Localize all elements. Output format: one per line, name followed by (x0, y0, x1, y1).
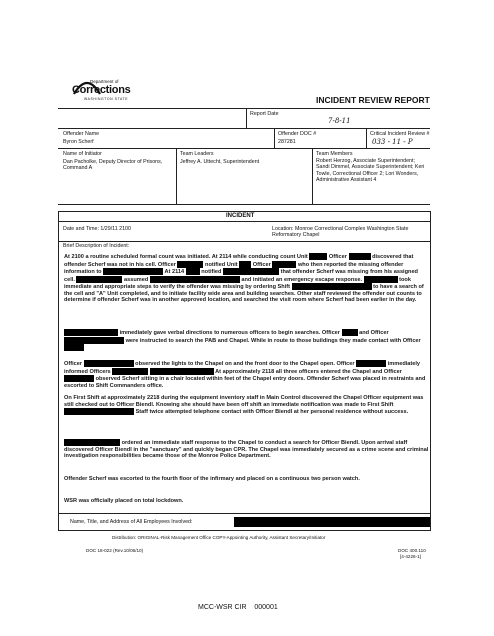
narrative-p6: Offender Scherf was escorted to the fourth floor of the infirmary and placed on a continuous two person watch. (64, 476, 360, 482)
employees-label: Name, Title, and Address of All Employees Involved: (70, 519, 193, 525)
report-date-value: 7-8-11 (328, 117, 351, 125)
distribution-line: Distribution: ORIGINAL-Risk Management Office COPY-Appointing Authority, Assistant Secretary/Initiator (112, 535, 326, 540)
employees-redaction (234, 517, 430, 527)
team-members-label: Team Members (316, 151, 353, 157)
redaction (64, 344, 84, 351)
report-date-label: Report Date (250, 111, 279, 117)
form-number-right: DOC 400.110 (398, 548, 426, 553)
redaction (64, 408, 134, 415)
redaction (292, 283, 372, 290)
form-number-left: DOC 18-022 (Rev.10/06/10) (86, 548, 144, 553)
narrative-p5: ordered an immediate staff response to the Chapel to conduct a search for Officer Biendl. Upon arrival staff discovered Officer Biendl in the "sanctuary" and quickly began CPR. The Chapel was immediately secured as a crime scene and criminal investigation responsibilities became those of the Monroe Police Department. (64, 439, 429, 460)
redaction (150, 276, 240, 283)
redaction (223, 268, 279, 275)
redaction (272, 261, 296, 268)
redaction (64, 329, 118, 336)
redaction (112, 368, 148, 375)
redaction (356, 360, 386, 367)
brief-description-label: Brief Description of Incident: (63, 243, 130, 249)
doc-logo (58, 76, 138, 106)
redaction (349, 253, 371, 260)
offender-name-value: Byron Scherf (63, 139, 94, 145)
offender-name-label: Offender Name (63, 131, 100, 137)
redaction (103, 268, 163, 275)
narrative-p2: immediately gave verbal directions to numerous officers to begin searches. Officer and Officer were instructed to search the PAB and Chapel. While in route to those buildings they made contact with Officer (64, 329, 430, 352)
team-leaders-value: Jeffrey A. Uttecht, Superintendent (180, 159, 260, 165)
initiator-label: Name of Initiator (63, 151, 102, 157)
form-code-right: [4-4226-1] (400, 554, 421, 559)
redaction (64, 375, 94, 382)
redaction (177, 261, 203, 268)
critical-review-label: Critical Incident Review # (370, 131, 430, 137)
logo-department: Department of (90, 79, 119, 84)
offender-doc-label: Offender DOC # (278, 131, 317, 137)
bates-number: MCC-WSR CIR 000001 (198, 604, 278, 611)
redaction (76, 276, 122, 283)
redaction (364, 276, 398, 283)
redaction (342, 329, 358, 336)
narrative-p3: Officer observed the lights to the Chapel on and the front door to the Chapel open. Officer immediately informed Officers At approximately 2118 all three officers entered the Chapel and Officer observed Scherf sitting in a chair located within feet of the Chapel entry doors. Offender Scherf was placed in restraints and escorted to Shift Commanders office. (64, 360, 426, 389)
offender-doc-value: 287281 (278, 139, 296, 145)
critical-review-value: 033 - 11 - P (372, 138, 413, 146)
narrative-p7: WSR was officially placed on total lockdown. (64, 498, 184, 504)
team-members-value: Robert Herzog, Associate Superintendent; Sandi Dimmel, Associate Superintendent; Keri Towle, Correctional Officer 2; Lori Wonders, Administrative Assistant 4 (316, 158, 425, 183)
incident-location: Location: Monroe Correctional Complex Washington State Reformatory Chapel (272, 226, 409, 239)
report-title: INCIDENT REVIEW REPORT (316, 95, 430, 105)
redaction (84, 360, 134, 367)
narrative-p4: On First Shift at approximately 2218 during the equipment inventory staff in Main Control discovered the Chapel Officer equipment was still checked out to Officer Biendl. Knowing she should have been off shift an immediate notification was made to First Shift Staff twice attempted telephone contact with Officer Biendl at her personal residence without success. (64, 395, 424, 416)
initiator-value: Dan Pacholke, Deputy Director of Prisons, Command A (63, 159, 163, 172)
logo-name: Corrections (72, 84, 131, 96)
incident-heading: INCIDENT (226, 213, 255, 219)
redaction (64, 337, 124, 344)
incident-datetime: Date and Time: 1/29/11 2100 (63, 226, 131, 232)
redaction (309, 253, 327, 260)
narrative-p1: At 2100 a routine scheduled formal count was initiated. At 2114 while conducting count Unit Officer discovered that offender Scherf was not in his cell. Officer notified Unit Officer who then reported the missing offender information to At 2114 notified that offender Scherf was missing from his assigned cell. assumed and initiated an emergency escape response. took immediate and appropriate steps to verify the offender was missing by ordering Shift to have a search of the cell and "A" Unit completed, and to initiate facility wide area and building searches. Other staff reviewed the offender out counts to determine if offender Scherf was in another approved location, and searched the visit room where Scherf had been earlier in the day. (64, 253, 424, 304)
redaction (239, 261, 251, 268)
redaction (64, 439, 120, 446)
logo-state: WASHINGTON STATE (84, 97, 129, 101)
team-leaders-label: Team Leaders (180, 151, 214, 157)
redaction (186, 268, 200, 275)
redaction (150, 368, 214, 375)
